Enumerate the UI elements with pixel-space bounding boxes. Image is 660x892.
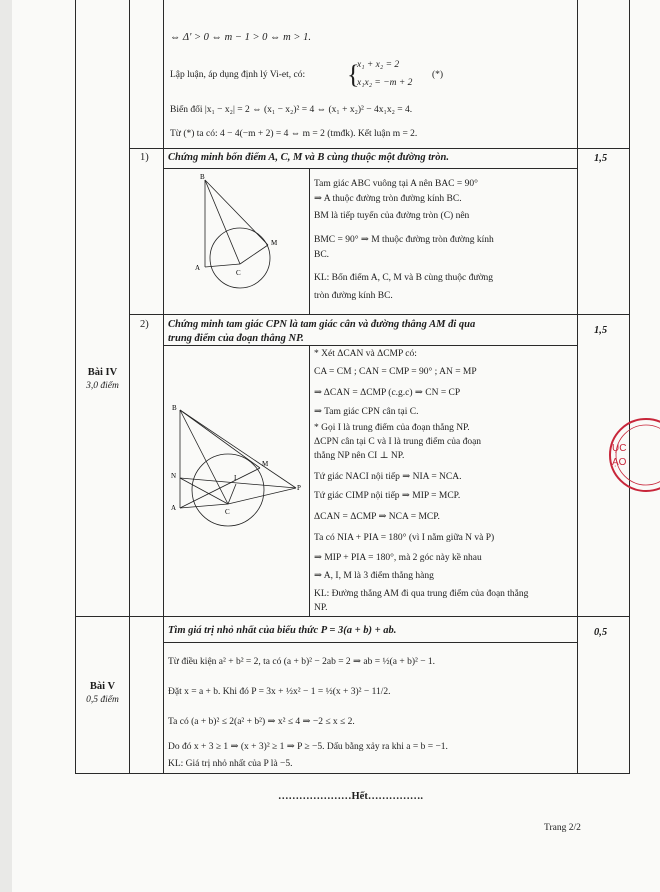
part2-line: ΔCPN cân tại C và I là trung điểm của đoạn xyxy=(314,437,482,447)
row-divider xyxy=(163,345,577,346)
table-right-border xyxy=(629,0,630,773)
row-divider xyxy=(163,642,577,643)
part2-line: KL: Đường thẳng AM đi qua trung điểm của đoạn thẳng xyxy=(314,589,529,599)
row-divider xyxy=(129,148,630,149)
part1-line: tròn đường kính BC. xyxy=(314,291,393,301)
row-divider xyxy=(129,314,630,315)
fig2-label-a: A xyxy=(171,504,177,512)
part1-line: BMC = 90° ⇒ M thuộc đường tròn đường kính xyxy=(314,235,494,245)
fig1-label-c: C xyxy=(236,269,241,277)
figure-2-diagram xyxy=(168,398,308,528)
bai5-line: Từ điều kiện a² + b² = 2, ta có (a + b)² − 2ab = 2 ⇒ ab = ½(a + b)² − 1. xyxy=(168,657,436,667)
part2-line: ΔCAN = ΔCMP ⇒ NCA = MCP. xyxy=(314,512,440,522)
bai5-points: 0,5 điểm xyxy=(86,695,119,705)
fig2-label-i: I xyxy=(234,474,237,482)
part2-line: thẳng NP nên CI ⊥ NP. xyxy=(314,451,405,461)
fig1-label-b: B xyxy=(200,173,205,181)
bai5-label: Bài V xyxy=(89,681,116,692)
answer-col-divider xyxy=(309,345,310,616)
seal-text-1: ỤC xyxy=(612,443,627,454)
bai5-title: Tìm giá trị nhỏ nhất của biểu thức P = 3(a + b) + ab. xyxy=(168,625,397,636)
end-marker: …………………Hết……………. xyxy=(278,791,423,802)
answer-col-divider xyxy=(309,168,310,314)
page-number: Trang 2/2 xyxy=(544,823,581,833)
fig2-label-m: M xyxy=(262,460,269,468)
bai5-line: Do đó x + 3 ≥ 1 ⇒ (x + 3)² ≥ 1 ⇒ P ≥ −5. Dấu bằng xảy ra khi a = b = −1. xyxy=(168,742,448,752)
part2-line: ⇒ MIP + PIA = 180°, mà 2 góc này kề nhau xyxy=(314,553,482,563)
fig2-label-b: B xyxy=(172,404,177,412)
part2-line: Tứ giác CIMP nội tiếp ⇒ MIP = MCP. xyxy=(314,491,461,501)
table-col-divider-2 xyxy=(163,0,164,773)
transform-line: Biến đổi |x₁ − x₂| = 2 ⇔ (x₁ − x₂)² = 4 ⇔ (x₁ + x₂)² − 4x₁x₂ = 4. xyxy=(170,105,413,115)
part2-score: 1,5 xyxy=(594,325,608,336)
equation-line: ⇔ Δ' > 0 ⇔ m − 1 > 0 ⇔ m > 1. xyxy=(170,32,311,43)
vieta-intro: Lập luận, áp dụng định lý Vi-et, có: xyxy=(170,70,306,80)
part2-line: Ta có NIA + PIA = 180° (vì I nằm giữa N và P) xyxy=(314,533,495,543)
fig2-label-c: C xyxy=(225,508,230,516)
part2-line: NP. xyxy=(314,603,328,613)
part1-number: 1) xyxy=(140,152,149,163)
table-col-divider xyxy=(129,0,130,773)
part1-score: 1,5 xyxy=(594,153,608,164)
bai5-line: Ta có (a + b)² ≤ 2(a² + b²) ⇒ x² ≤ 4 ⇒ −2 ≤ x ≤ 2. xyxy=(168,717,355,727)
row-divider xyxy=(163,168,577,169)
seal-text-2: ẠO xyxy=(612,457,627,468)
part2-line: ⇒ Tam giác CPN cân tại C. xyxy=(314,407,419,417)
part1-line: ⇒ A thuộc đường tròn đường kính BC. xyxy=(314,194,462,204)
part1-line: BM là tiếp tuyến của đường tròn (C) nên xyxy=(314,211,470,221)
row-divider xyxy=(75,616,630,617)
vieta-brace: { xyxy=(347,60,360,89)
fig2-label-n: N xyxy=(171,472,177,480)
vieta-system-1: x₁ + x₂ = 2 xyxy=(357,60,400,70)
table-bottom-border xyxy=(75,773,630,774)
fig1-label-m: M xyxy=(271,239,278,247)
vieta-tag: (*) xyxy=(432,70,444,80)
part2-title-2: trung điểm của đoạn thẳng NP. xyxy=(168,333,304,344)
part2-line: ⇒ ΔCAN = ΔCMP (c.g.c) ⇒ CN = CP xyxy=(314,388,461,398)
bai4-label: Bài IV xyxy=(87,367,118,378)
bai5-score: 0,5 xyxy=(594,627,608,638)
part2-line: ⇒ A, I, M là 3 điểm thẳng hàng xyxy=(314,571,434,581)
part2-line: CA = CM ; CAN = CMP = 90° ; AN = MP xyxy=(314,367,477,377)
conclusion-line: Từ (*) ta có: 4 − 4(−m + 2) = 4 ⇔ m = 2 (tmđk). Kết luận m = 2. xyxy=(170,129,418,139)
figure-1-diagram xyxy=(190,172,300,282)
part1-line: Tam giác ABC vuông tại A nên BAC = 90° xyxy=(314,179,478,189)
part2-line: * Gọi I là trung điểm của đoạn thẳng NP. xyxy=(314,423,470,433)
part2-title-1: Chứng minh tam giác CPN là tam giác cân và đường thẳng AM đi qua xyxy=(168,319,476,330)
bai4-points: 3,0 điểm xyxy=(86,381,119,391)
table-score-divider xyxy=(577,0,578,773)
fig1-label-a: A xyxy=(195,264,201,272)
bai5-line: Đặt x = a + b. Khi đó P = 3x + ½x² − 1 = ½(x + 3)² − 11/2. xyxy=(168,687,391,697)
part2-number: 2) xyxy=(140,319,149,330)
bai5-line: KL: Giá trị nhỏ nhất của P là −5. xyxy=(168,759,293,769)
part1-title: Chứng minh bốn điểm A, C, M và B cùng thuộc một đường tròn. xyxy=(168,152,449,163)
part2-line: Tứ giác NACI nội tiếp ⇒ NIA = NCA. xyxy=(314,472,462,482)
part2-line: * Xét ΔCAN và ΔCMP có: xyxy=(314,349,417,359)
fig2-label-p: P xyxy=(297,484,301,492)
vieta-system-2: x₁x₂ = −m + 2 xyxy=(357,78,413,88)
part1-line: BC. xyxy=(314,250,330,260)
official-seal xyxy=(606,405,660,505)
part1-line: KL: Bốn điểm A, C, M và B cùng thuộc đường xyxy=(314,273,494,283)
